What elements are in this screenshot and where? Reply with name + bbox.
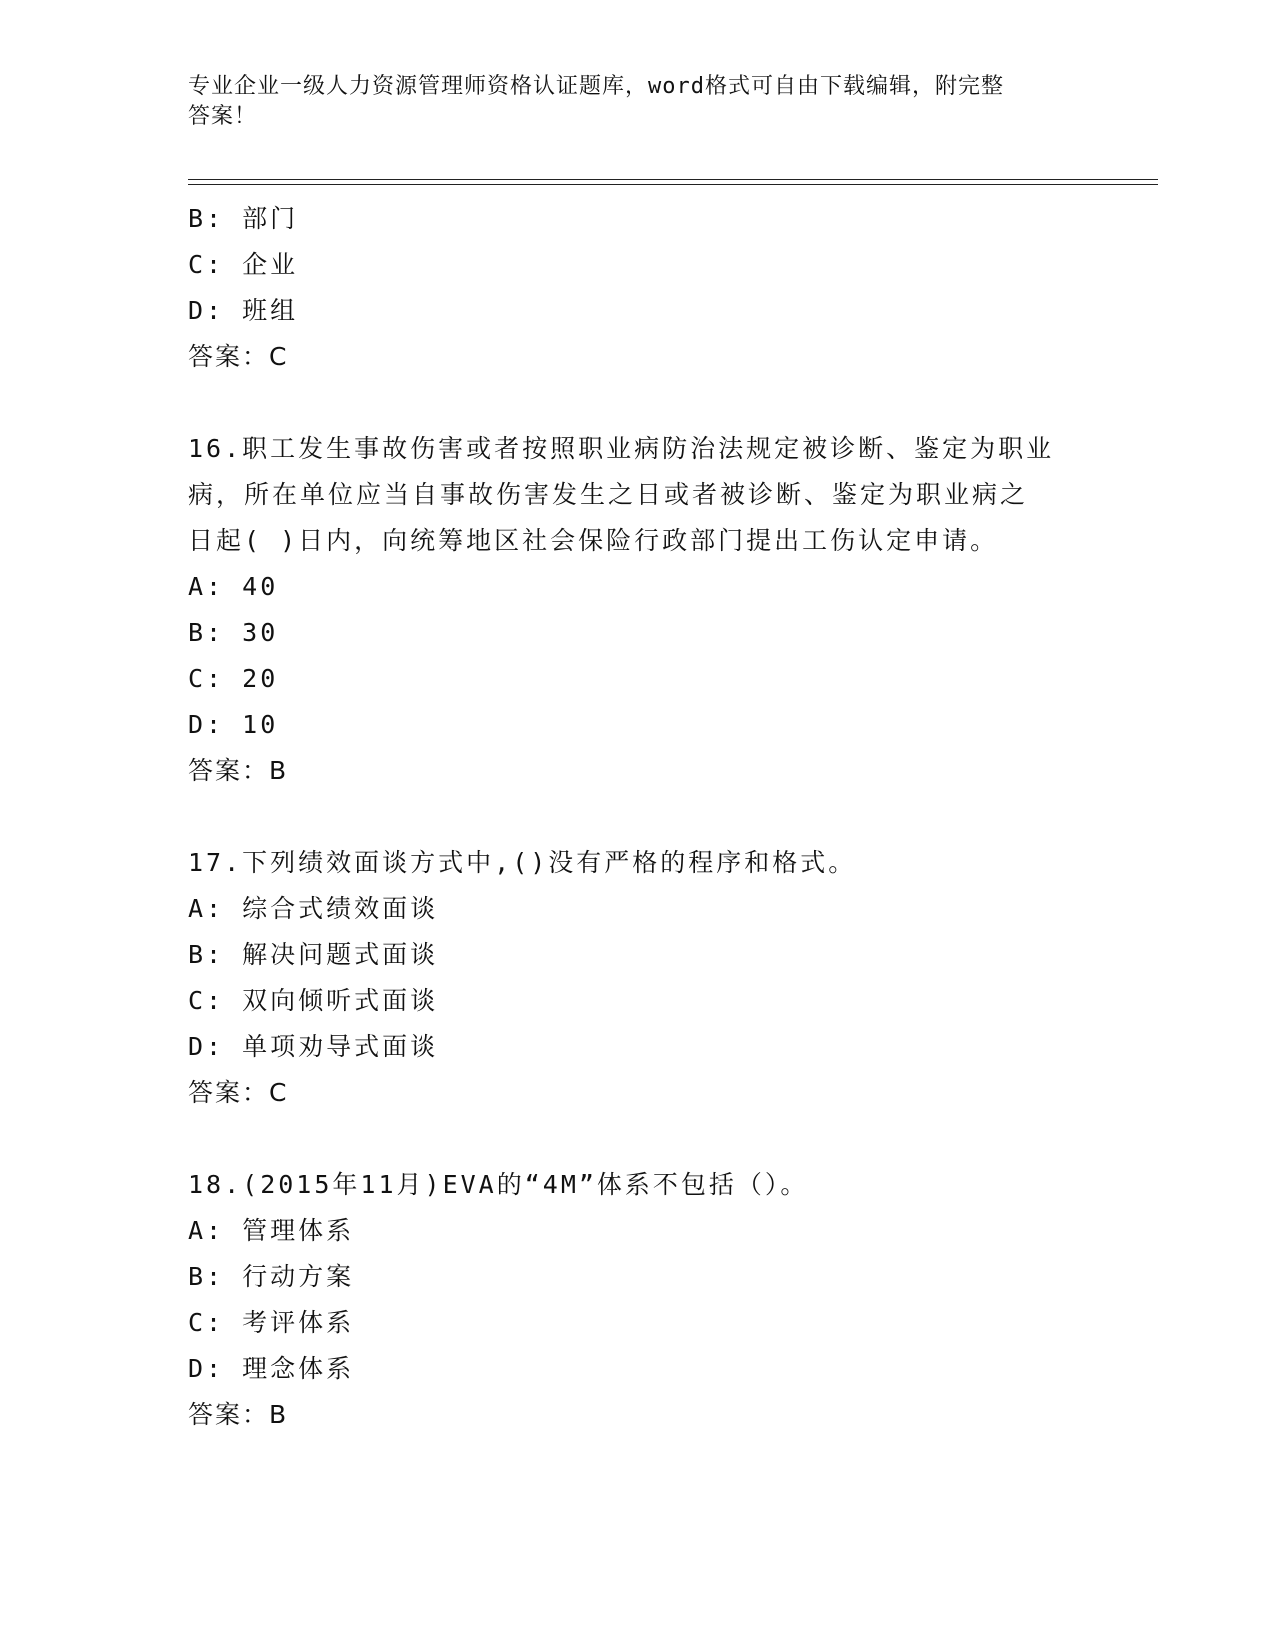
header-title-line1: 专业企业一级人力资源管理师资格认证题库，word格式可自由下载编辑，附完整 [188,74,1004,99]
option-d: D: 10 [188,710,279,739]
answer: 答案：C [188,342,289,371]
header-rule-bottom [188,184,1158,185]
question-16 [188,426,1088,794]
answer: 答案：C [188,1078,289,1107]
question-text-line: 日起( )日内，向统筹地区社会保险行政部门提出工伤认定申请。 [188,526,999,555]
option-a: A: 管理体系 [188,1216,355,1245]
option-a: A: 40 [188,572,279,601]
question-content [188,196,1088,1438]
option-b: B: 解决问题式面谈 [188,940,439,969]
option-b: B: 行动方案 [188,1262,355,1291]
option-d: D: 班组 [188,296,299,325]
question-text-line: 18.(2015年11月)EVA的“4M”体系不包括（）。 [188,1170,809,1199]
prev-question [188,196,1088,380]
question-text-line: 16.职工发生事故伤害或者按照职业病防治法规定被诊断、鉴定为职业 [188,434,1055,463]
option-c: C: 20 [188,664,279,693]
header-rule-top [188,179,1158,180]
option-b: B: 30 [188,618,279,647]
option-d: D: 理念体系 [188,1354,355,1383]
option-d: D: 单项劝导式面谈 [188,1032,439,1061]
question-17 [188,840,1088,1116]
question-18 [188,1162,1088,1438]
question-text-line: 病，所在单位应当自事故伤害发生之日或者被诊断、鉴定为职业病之 [188,480,1029,509]
option-c: C: 双向倾听式面谈 [188,986,439,1015]
option-b: B: 部门 [188,204,299,233]
answer: 答案：B [188,1400,289,1429]
question-text-line: 17.下列绩效面谈方式中,()没有严格的程序和格式。 [188,848,857,877]
option-c: C: 考评体系 [188,1308,355,1337]
option-a: A: 综合式绩效面谈 [188,894,439,923]
answer: 答案：B [188,756,289,785]
option-c: C: 企业 [188,250,299,279]
document-header [188,72,1088,132]
header-title-line2: 答案！ [188,104,258,129]
